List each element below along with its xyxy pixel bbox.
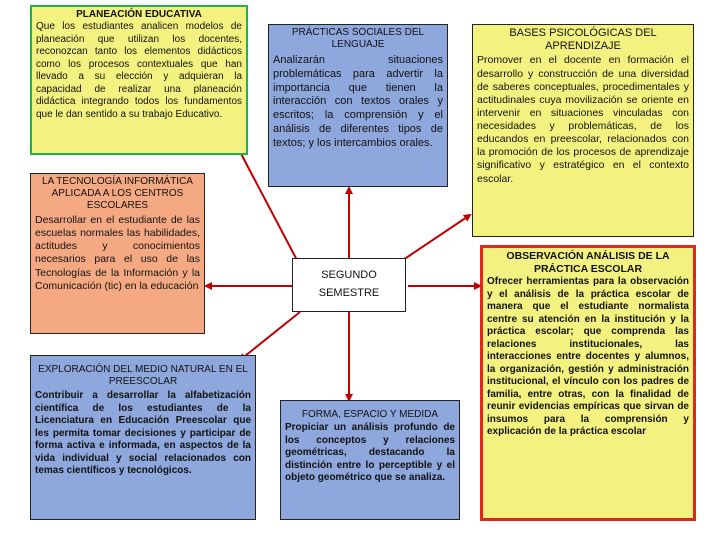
box-title: PRÁCTICAS SOCIALES DEL LENGUAJE (291, 27, 425, 50)
box-body: Desarrollar en el estudiante de las escuelas normales las habilidades, actitudes y conocimientos necesarios para el uso de las Tecnologías de la Información y la Comunicación (tic) en la educación (35, 214, 200, 292)
box-title: FORMA, ESPACIO Y MEDIDA (301, 409, 439, 420)
box-tecnologia-informatica (30, 173, 205, 334)
arrow-to-bases (400, 215, 470, 262)
box-body: Analizarán situaciones problemáticas para advertir la importancia que tienen la interacción con textos orales y escritos; la comprensión y el análisis de diferentes tipos de textos; y los intercambios orales. (273, 54, 443, 149)
box-title: LA TECNOLOGÍA INFORMÁTICA APLICADA A LOS CENTROS ESCOLARES (42, 176, 193, 211)
box-body: Ofrecer herramientas para la observación y el análisis de la práctica escolar de manera que el estudiante normalista centre su atención en la institución y la práctica escolar; que comprenda las relaciones institucionales, las interacciones entre docentes y alumnos, la organización, gestión y administración institucional, el vínculo con los padres de familia, entre otras, con la finalidad de reunir evidencias empíricas que sirvan de insumos para la comprensión y explicación de la práctica escolar (487, 276, 689, 438)
arrow-to-exploracion (240, 312, 300, 360)
box-practicas-sociales (268, 24, 448, 187)
box-planeacion-educativa (30, 5, 248, 155)
box-body: Contribuir a desarrollar la alfabetización científica de los estudiantes de la Licenciatura en Educación Preescolar que les permita tomar decisiones y participar de forma activa e informada, en aspectos de la vida individual y social relacionados con temas científicos y tecnológicos. (35, 390, 251, 476)
box-body: Propiciar un análisis profundo de los conceptos y relaciones geométricas, destacando la distinción entre lo perceptible y el objeto geométrico que se analiza. (285, 422, 455, 483)
box-body: Promover en el docente en formación el desarrollo y construcción de una diversidad de saberes conceptuales, procedimentales y actitudinales cuya movilización se oriente en intervenir en situaciones vinculadas con necesidades y problemáticas, de los educandos en preescolar, relacionados con la promoción de los procesos de aprendizaje significativo y estratégico en el contexto escolar. (477, 54, 689, 185)
center-node-segundo-semestre (292, 258, 406, 312)
center-label: SEGUNDO SEMESTRE (318, 269, 380, 299)
box-title: OBSERVACIÓN ANÁLISIS DE LA PRÁCTICA ESCOLAR (506, 250, 670, 275)
box-title: EXPLORACIÓN DEL MEDIO NATURAL EN EL PREESCOLAR (38, 364, 248, 387)
box-exploracion-medio-natural (30, 355, 256, 520)
box-title: PLANEACIÓN EDUCATIVA (76, 9, 202, 20)
box-observacion-analisis (480, 245, 696, 521)
box-forma-espacio-medida (280, 400, 460, 520)
box-title: BASES PSICOLÓGICAS DEL APRENDIZAJE (509, 27, 657, 53)
box-body: Que los estudiantes analicen modelos de planeación que utilizan los docentes, reconozcan tanto los elementos didácticos como los procesos contextuales que han llevado a su elección y adquieran la capacidad de realizar una planeación didáctica integrando todos los fundamentos que le dan sentido a su trabajo Educativo. (36, 21, 242, 120)
box-bases-psicologicas (472, 24, 694, 237)
